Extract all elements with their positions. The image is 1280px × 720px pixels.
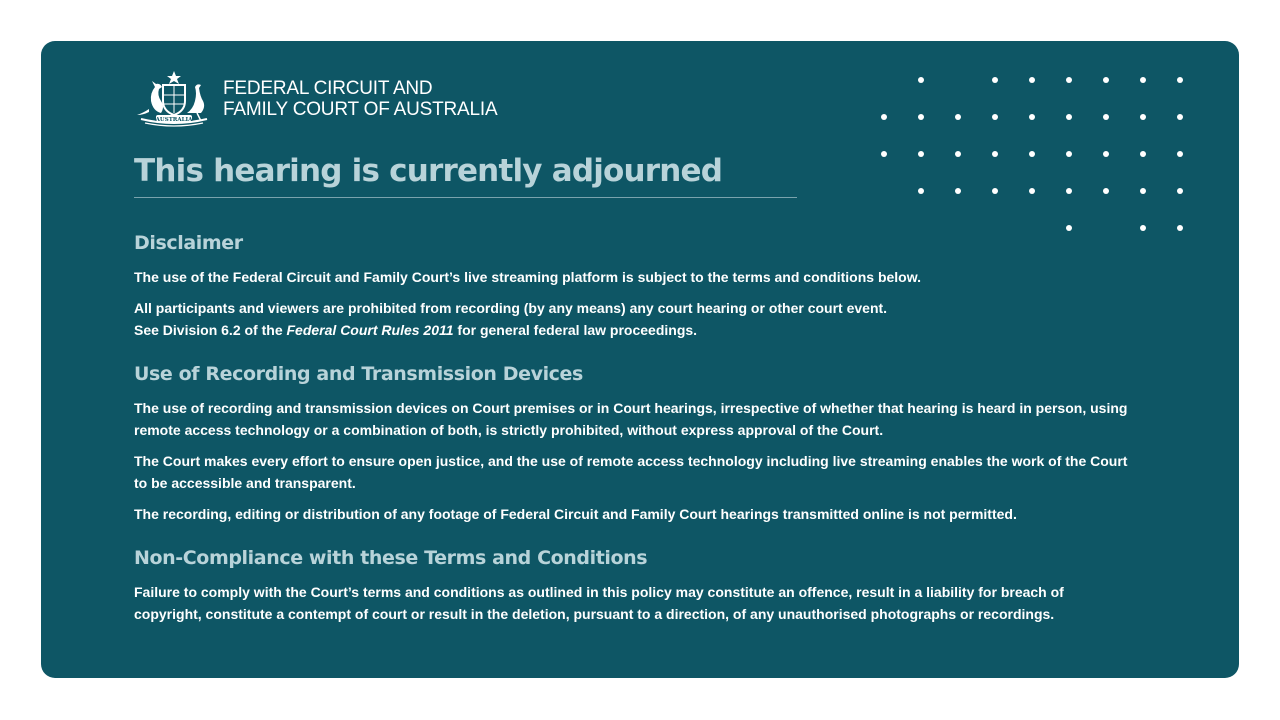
coat-of-arms-icon (131, 69, 217, 129)
decorative-dot (955, 114, 961, 120)
decorative-dot (1103, 114, 1109, 120)
decorative-dot (1177, 151, 1183, 157)
disclaimer-p2-text: All participants and viewers are (134, 300, 348, 316)
decorative-dot (1140, 114, 1146, 120)
decorative-dot (1029, 77, 1035, 83)
recording-paragraph-2: The Court makes every effort to ensure open justice, and the use of remote access technology including live streaming enables the work of the Court to be accessible and transparent. (134, 453, 1128, 491)
main-content (134, 153, 1134, 625)
decorative-dot (1140, 225, 1146, 231)
decorative-dot (1140, 151, 1146, 157)
disclaimer-heading: Disclaimer (134, 232, 243, 254)
disclaimer-p2-text-end: (by any means) any court hearing or other court event. (519, 300, 888, 316)
decorative-dot (1177, 225, 1183, 231)
decorative-dot (992, 114, 998, 120)
svg-text:AUSTRALIA: AUSTRALIA (155, 116, 193, 123)
noncompliance-paragraph-1: Failure to comply with the Court’s terms and conditions as outlined in this policy may constitute an offence, result in a liability for breach of copyright, constitute a contempt of court or result in the deletion, pursuant to a direction, of any unauthorised photographs or recordings. (134, 584, 1064, 622)
decorative-dot (918, 77, 924, 83)
disclaimer-p3-text: See Division 6.2 of the (134, 322, 287, 338)
decorative-dot (1177, 188, 1183, 194)
recording-paragraph-1: The use of recording and transmission devices on Court premises or in Court hearings, irrespective of whether that hearing is heard in person, using remote access technology or a combination of both, is strictly prohibited, without express approval of the Court. (134, 400, 1128, 438)
recording-paragraph-3: The recording, editing or distribution of any footage of Federal Circuit and Family Court hearings transmitted online is not permitted. (134, 506, 1017, 522)
decorative-dot (1029, 114, 1035, 120)
adjourned-panel (41, 41, 1239, 678)
decorative-dot (1140, 188, 1146, 194)
disclaimer-p2-emphasis: prohibited from recording (347, 300, 520, 316)
decorative-dot (992, 77, 998, 83)
disclaimer-paragraph-3 (134, 319, 1134, 341)
decorative-dot (1140, 77, 1146, 83)
page-title: This hearing is currently adjourned (134, 153, 797, 198)
noncompliance-heading: Non-Compliance with these Terms and Conditions (134, 547, 648, 569)
decorative-dot (1066, 77, 1072, 83)
recording-heading: Use of Recording and Transmission Devices (134, 363, 583, 385)
court-name-line-1: FEDERAL CIRCUIT AND (223, 78, 433, 99)
decorative-dot (1177, 114, 1183, 120)
decorative-dot (881, 114, 887, 120)
court-name-line-2: FAMILY COURT OF AUSTRALIA (223, 99, 498, 120)
decorative-dot (1103, 77, 1109, 83)
disclaimer-paragraph-2 (134, 297, 1134, 319)
decorative-dot (1066, 114, 1072, 120)
disclaimer-paragraph-1: The use of the Federal Circuit and Family Court’s live streaming platform is subject to the terms and conditions below. (134, 269, 921, 285)
court-logo (131, 69, 497, 129)
rules-citation: Federal Court Rules 2011 (286, 322, 454, 338)
decorative-dot (918, 114, 924, 120)
decorative-dot (1177, 77, 1183, 83)
disclaimer-p3-text-end: for general federal law proceedings. (453, 322, 698, 338)
court-name (223, 78, 497, 120)
